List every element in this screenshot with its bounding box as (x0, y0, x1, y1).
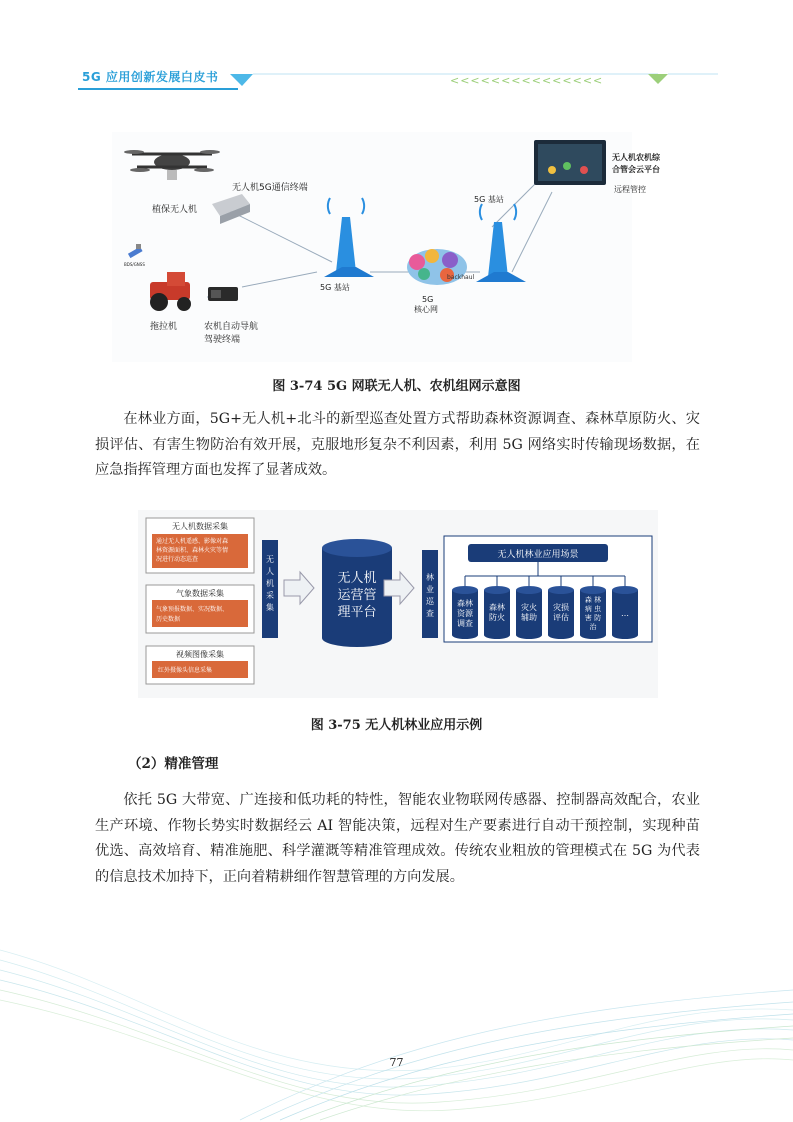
scene-pest-control-2: 病 虫 (584, 605, 602, 613)
scenes-title: 无人机林业应用场景 (497, 550, 579, 560)
tractor-icon (150, 272, 191, 311)
label-nav-a: 农机自动导航 (204, 322, 259, 332)
scene-damage-assessment-1: 灾损 (553, 603, 569, 612)
header-chevrons: <<<<<<<<<<<<<<< (450, 74, 604, 87)
paragraph-forestry (95, 407, 700, 484)
drone-icon (124, 150, 220, 180)
5g-terminal-icon (212, 194, 250, 224)
nav-terminal-icon (208, 287, 238, 301)
paragraph-precision (95, 788, 700, 890)
label-gnss: BDS/GNSS (124, 262, 145, 267)
source-body-weather-1: 气象预报数据、实况数据、 (156, 606, 229, 613)
figure2-caption: 图 3-75 无人机林业应用示例 (310, 718, 483, 733)
source-box-weather (146, 585, 254, 633)
scene-pest-control-4: 治 (589, 623, 597, 631)
base-station-right-icon (476, 204, 526, 282)
source-body-video-1: 红外摄像头信息采集 (158, 667, 213, 674)
patrol-char-4: 查 (426, 609, 434, 618)
scene-fire-prevention (484, 586, 510, 639)
source-body-uav-1: 通过无人机遥感、影像对森 (156, 538, 229, 545)
collect-char-2: 人 (266, 567, 274, 576)
source-body-weather-2: 历史数据 (156, 616, 181, 623)
label-base-station-right: 5G 基站 (474, 195, 504, 204)
label-backhaul: backhaul (447, 274, 475, 281)
page-number: 77 (389, 1056, 404, 1069)
patrol-bar (422, 550, 438, 638)
header-triangle-blue (230, 74, 253, 86)
label-platform-b: 合管会云平台 (612, 165, 660, 174)
scene-fire-prevention-2: 防火 (489, 613, 505, 622)
label-tractor: 拖拉机 (150, 322, 178, 332)
collect-char-1: 无 (266, 555, 274, 564)
collect-char-3: 机 (266, 579, 274, 588)
label-platform-a: 无人机农机综 (612, 153, 660, 162)
source-body-uav-2: 林资源面积、森林火灾等情 (156, 547, 229, 554)
arrow-right-icon (284, 572, 314, 604)
label-remote: 远程管控 (614, 185, 646, 194)
scene-forest-survey (452, 586, 478, 639)
patrol-char-2: 业 (426, 585, 434, 594)
label-core-b: 核心网 (414, 305, 438, 314)
satellite-icon (128, 244, 143, 258)
scene-pest-control-1: 森 林 (584, 596, 602, 604)
forestry-diagram (138, 510, 658, 698)
source-title-weather: 气象数据采集 (176, 589, 224, 598)
scene-forest-survey-2: 资源 (457, 609, 473, 618)
base-station-left-icon (324, 198, 374, 277)
label-terminal: 无人机5G通信终端 (232, 183, 308, 193)
label-nav-b: 驾驶终端 (204, 335, 241, 345)
source-box-uav (146, 518, 254, 573)
scene-more (612, 586, 638, 639)
figure1-caption: 图 3-74 5G 网联无人机、农机组网示意图 (272, 379, 521, 394)
label-base-station-left: 5G 基站 (320, 283, 350, 292)
decorative-waves (0, 930, 793, 1122)
scene-damage-assessment-2: 评估 (553, 613, 569, 622)
platform-line-2: 运营管 (337, 588, 377, 603)
scene-fire-assist-2: 辅助 (521, 613, 537, 622)
platform-cylinder (322, 539, 392, 647)
figure-network-diagram (112, 132, 660, 362)
scene-fire-assist-1: 灾火 (521, 603, 537, 612)
figure-forestry-diagram (138, 510, 658, 698)
platform-line-3: 理平台 (337, 605, 377, 620)
network-diagram (112, 132, 660, 362)
scene-fire-assist (516, 586, 542, 639)
source-box-video (146, 646, 254, 684)
header-decoration (78, 72, 728, 92)
scene-pest-control (580, 586, 606, 639)
cloud-platform-screen-icon (534, 140, 606, 185)
collect-char-5: 集 (266, 603, 274, 612)
source-title-video: 视频图像采集 (176, 650, 224, 659)
patrol-char-3: 巡 (426, 597, 434, 606)
scene-fire-prevention-1: 森林 (489, 603, 505, 612)
scene-pest-control-3: 害 防 (584, 614, 602, 622)
label-core-a: 5G (422, 295, 434, 304)
label-drone: 植保无人机 (152, 205, 198, 215)
section-subheading: （2）精准管理 (128, 756, 219, 772)
collect-char-4: 采 (266, 591, 274, 600)
scene-forest-survey-3: 调查 (457, 619, 473, 628)
paragraph-precision-text: 依托 5G 大带宽、广连接和低功耗的特性，智能农业物联网传感器、控制器高效配合，农业生产环境、作物长势实时数据经云 AI 智能决策，远程对生产要素进行自动干预控制，实现种苗优选、高效培育、精准施肥、科学灌溉等精准管理成效。传统农业粗放的管理模式在 5G 为代表的信息技术加持下，正向着精耕细作智慧管理的方向发展。 (95, 792, 700, 885)
header-triangle-green (648, 74, 668, 84)
patrol-char-1: 林 (426, 573, 434, 582)
source-body-uav-3: 况进行动态巡查 (156, 556, 199, 563)
scene-forest-survey-1: 森林 (457, 599, 473, 608)
platform-line-1: 无人机 (337, 571, 377, 586)
scene-damage-assessment (548, 586, 574, 639)
scene-more-1: … (621, 609, 629, 618)
paragraph-forestry-text: 在林业方面，5G+无人机+北斗的新型巡查处置方式帮助森林资源调查、森林草原防火、灾损评估、有害生物防治有效开展，克服地形复杂不利因素，利用 5G 网络实时传输现场数据，在应急指挥管理方面也发挥了显著成效。 (95, 411, 700, 478)
header-title: 5G 应用创新发展白皮书 (82, 70, 219, 84)
source-title-uav: 无人机数据采集 (172, 522, 228, 531)
